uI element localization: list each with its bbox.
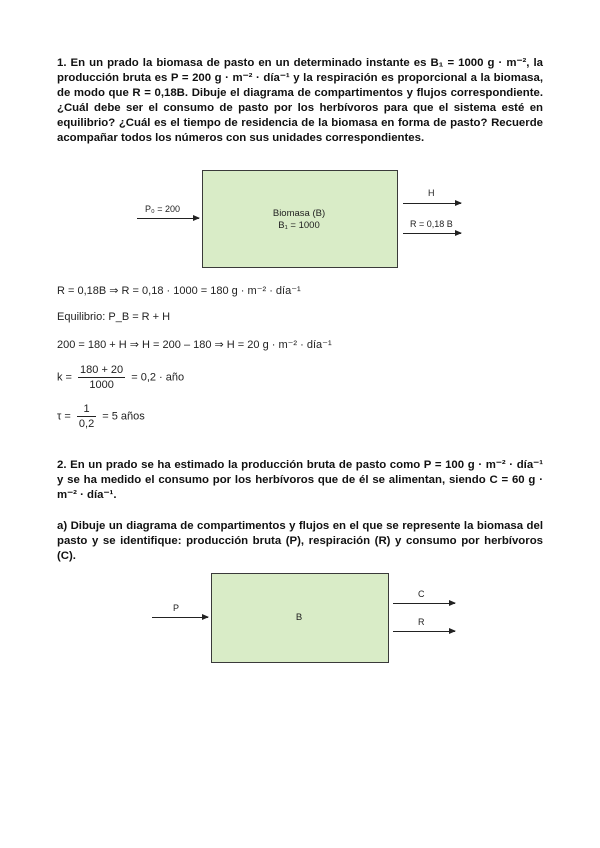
k-denominator: 1000 [89,379,114,391]
rate-constant-formula [57,364,184,391]
tau-prefix: τ = [57,410,71,423]
output-h-arrow [403,203,461,204]
k-prefix: k = [57,371,72,384]
compartment-label: Biomasa (B) [272,208,326,219]
output-c-arrow [393,603,455,604]
question-2-text: 2. En un prado se ha estimado la producción bruta de pasto como P = 100 g · m⁻² · día⁻¹ y se ha medido el consumo por los herbívoros que de él se alimentan, siendo C = 60 g · m⁻² · día⁻¹. [57,459,543,501]
compartment-b-label: B [295,612,303,623]
solution-line-herbivory: 200 = 180 + H ⇒ H = 200 – 180 ⇒ H = 20 g · m⁻² · día⁻¹ [57,339,332,351]
input-p-arrow [152,617,208,618]
residence-time-formula [57,403,145,430]
output-h-label: H [428,188,435,198]
solution-line-respiration: R = 0,18B ⇒ R = 0,18 · 1000 = 180 g · m⁻² · día⁻¹ [57,285,301,297]
input-p-label: P [173,603,180,613]
k-fraction [78,364,125,391]
input-flow-label: P₀ = 200 [145,204,181,214]
k-numerator: 180 + 20 [80,364,124,376]
solution-line-equilibrium: Equilibrio: P_B = R + H [57,311,171,323]
tau-fraction [77,403,96,430]
question-1-text: 1. En un prado la biomasa de pasto en un determinado instante es B₁ = 1000 g · m⁻², la producción bruta es P = 200 g · m⁻² · día⁻¹ y la respiración es proporcional a la biomasa, de modo que R = 0,18B. Dibuje el diagrama de compartimentos y flujos correspondiente. ¿Cuál debe ser el consumo de pasto por los herbívoros para que el sistema esté en equilibrio? ¿Cuál es el tiempo de residencia de la biomasa en forma de pasto? Recuerde acompañar todos los números con sus unidades correspondientes. [57,57,543,144]
input-arrow [137,218,199,219]
tau-numerator: 1 [77,403,96,417]
question-2a-text: a) Dibuje un diagrama de compartimentos y flujos en el que se represente la biomasa del pasto y se identifique: producción bruta (P), respiración (R) y consumo por herbívoros (C). [57,520,543,562]
biomass-compartment [202,170,398,268]
output-r-arrow [403,233,461,234]
tau-denominator: 0,2 [78,418,95,430]
compartment-value: B₁ = 1000 [278,220,320,231]
k-result: = 0,2 · año [131,371,185,384]
output-c-label: C [418,589,425,599]
output-r-arrow-2 [393,631,455,632]
output-r-label: R = 0,18 B [410,219,453,229]
tau-result: = 5 años [102,410,145,423]
output-r-label-2: R [418,617,425,627]
